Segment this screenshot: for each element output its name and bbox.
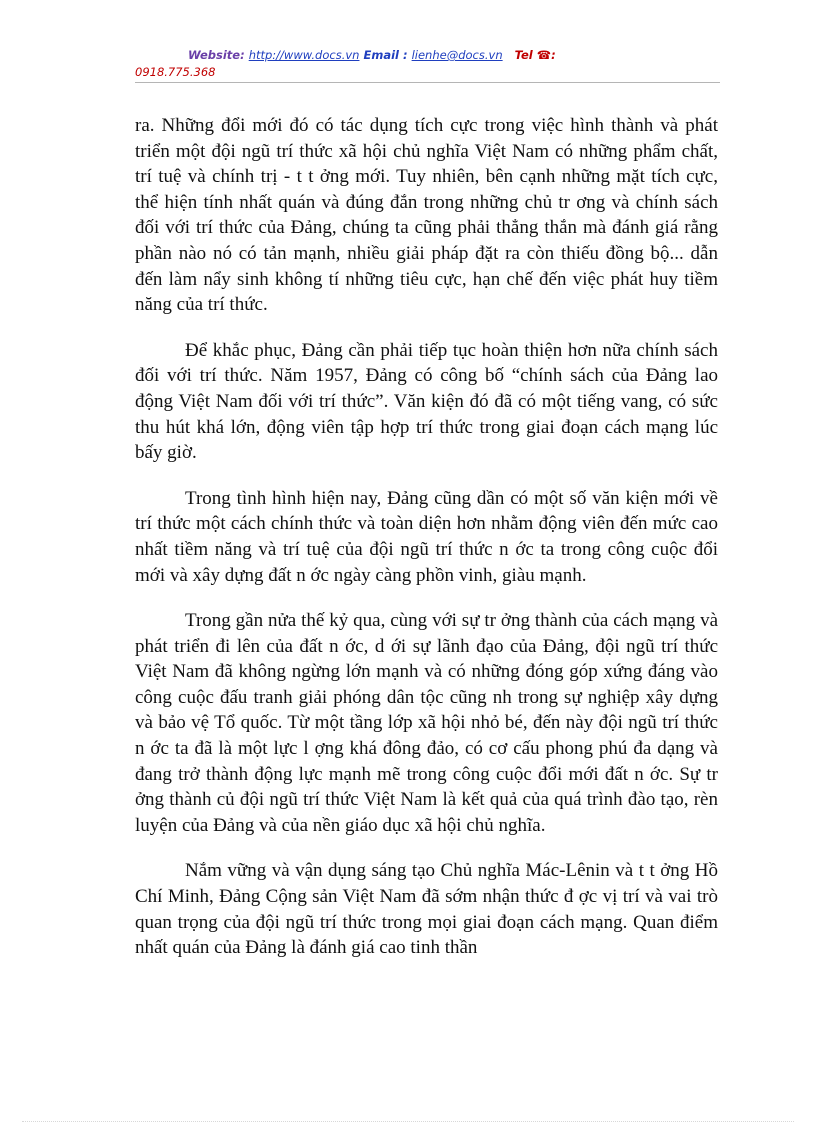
phone-number: 0918.775.368: [135, 65, 216, 79]
tel-label: Tel ☎:: [514, 48, 556, 62]
email-link[interactable]: lienhe@docs.vn: [411, 48, 503, 62]
page-header: [135, 47, 720, 81]
website-label: Website:: [188, 48, 245, 62]
website-link[interactable]: http://www.docs.vn: [248, 48, 360, 62]
document-body: [135, 113, 718, 981]
footer-divider: [22, 1121, 794, 1122]
paragraph-2: Để khắc phục, Đảng cần phải tiếp tục hoàn thiện hơn nữa chính sách đối với trí thức. Năm 1957, Đảng có công bố “chính sách của Đảng lao động Việt Nam đối với trí thức”. Văn kiện đó đã có một tiếng vang, có sức thu hút khá lớn, động viên tập hợp trí thức trong giai đoạn cách mạng lúc bấy giờ.: [135, 339, 718, 464]
header-contact-line: [135, 47, 720, 64]
paragraph-4: Trong gần nửa thế kỷ qua, cùng với sự tr ởng thành của cách mạng và phát triển đi lên của đất n ớc, d ới sự lãnh đạo của Đảng, đội ngũ trí thức Việt Nam đã không ngừng lớn mạnh và có những đóng góp xứng đáng vào công cuộc đấu tranh giải phóng dân tộc cũng nh trong sự nghiệp xây dựng và bảo vệ Tổ quốc. Từ một tầng lớp xã hội nhỏ bé, đến này đội ngũ trí thức n ớc ta đã là một lực l ợng khá đông đảo, có cơ cấu phong phú đa dạng và đang trở thành động lực mạnh mẽ trong công cuộc đổi mới đất n ớc. Sự tr ởng thành củ đội ngũ trí thức Việt Nam là kết quả của quá trình đào tạo, rèn luyện của Đảng và của nền giáo dục xã hội chủ nghĩa.: [135, 610, 718, 836]
paragraph-3: Trong tình hình hiện nay, Đảng cũng dần có một số văn kiện mới về trí thức một cách chính thức và toàn diện hơn nhằm động viên đến mức cao nhất tiềm năng và trí tuệ của đội ngũ trí thức n ớc ta trong công cuộc đổi mới và xây dựng đất n ớc ngày càng phồn vinh, giàu mạnh.: [135, 487, 718, 586]
email-label: Email :: [363, 48, 408, 62]
header-divider: [135, 82, 720, 83]
paragraph-1: ra. Những đổi mới đó có tác dụng tích cực trong việc hình thành và phát triển một đội ngũ trí thức xã hội chủ nghĩa Việt Nam có những phẩm chất, trí tuệ và chính trị - t t ởng mới. Tuy nhiên, bên cạnh những mặt tích cực, thể hiện tính nhất quán và đúng đắn trong những chủ tr ơng và chính sách đối với trí thức của Đảng, chúng ta cũng phải thẳng thắn mà đánh giá rằng phần nào nó có tản mạnh, nhiều giải pháp đặt ra còn thiếu đồng bộ... dẫn đến làm nẩy sinh không tí những tiêu cực, hạn chế đến việc phát huy tiềm năng của trí thức.: [135, 115, 718, 316]
paragraph-5: Nắm vững và vận dụng sáng tạo Chủ nghĩa Mác-Lênin và t t ởng Hồ Chí Minh, Đảng Cộng sản Việt Nam đã sớm nhận thức đ ợc vị trí và vai trò quan trọng của đội ngũ trí thức trong mọi giai đoạn cách mạng. Quan điểm nhất quán của Đảng là đánh giá cao tinh thần: [135, 860, 718, 959]
